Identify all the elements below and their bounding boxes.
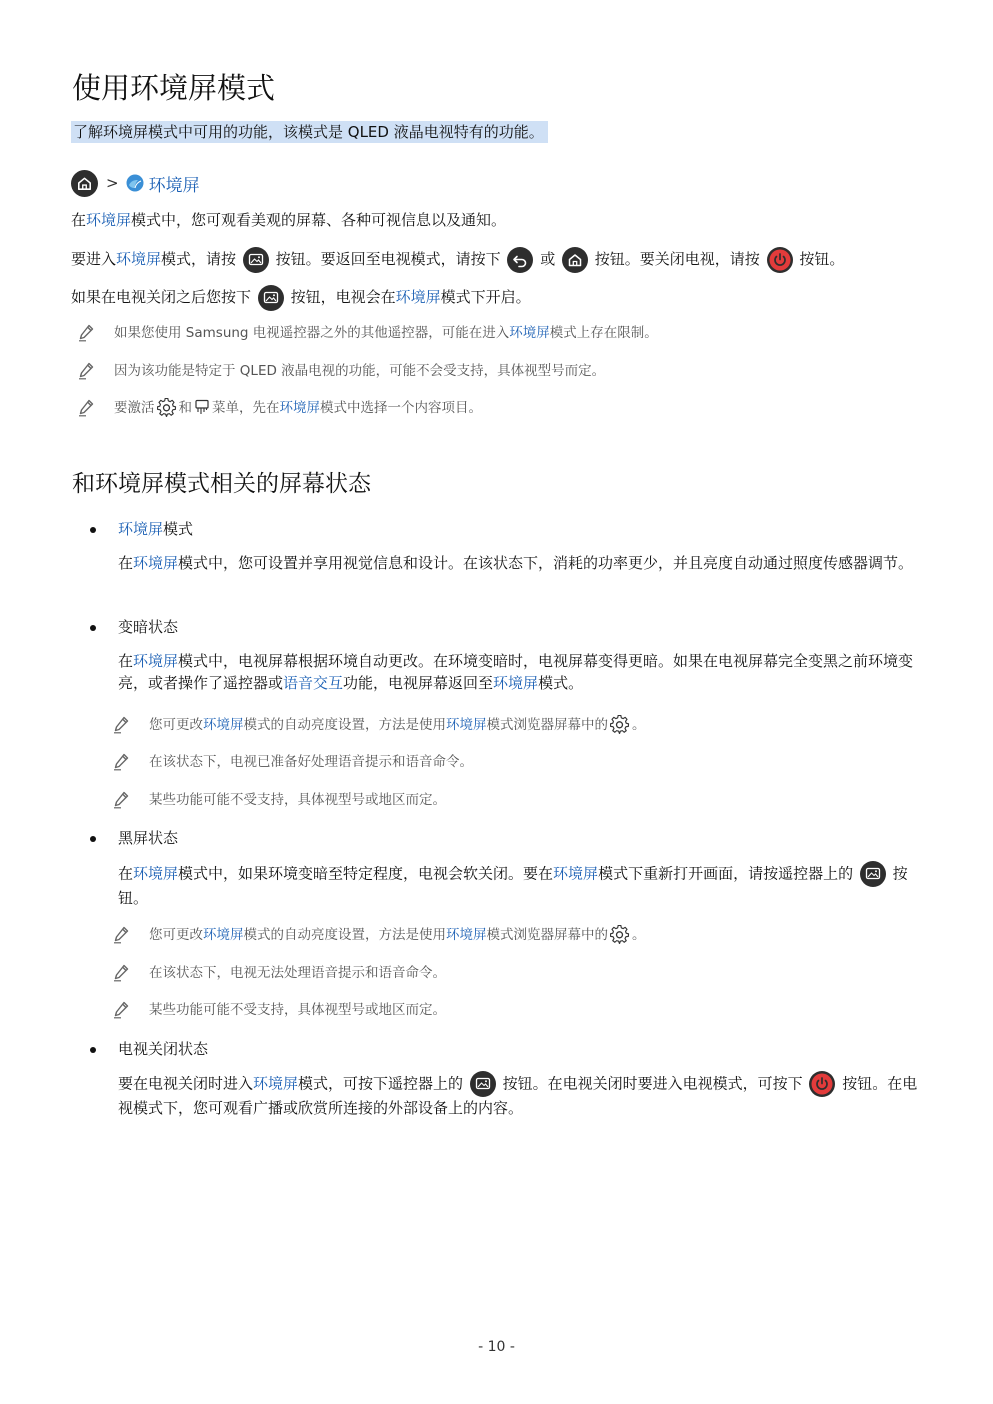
black-note-voice [149,962,446,984]
pencil-icon [113,716,129,734]
pencil-icon [113,753,129,771]
page-subtitle: 了解环境屏模式中可用的功能，该模式是 QLED 液晶电视特有的功能。 [71,121,548,143]
text: 模式浏览器屏幕中的 [486,927,608,943]
text: 模式中，电视屏幕根据环境自动更改。在环境变暗时，电视屏幕变得更暗。如果在电视屏幕完全变黑之前环境变亮，或者操作了遥控器或 [118,652,914,692]
pencil-icon [78,362,94,380]
text: 在 [118,864,134,883]
dimmed-note-support [149,789,446,811]
ambient-term: 环境屏 [203,717,244,733]
text: 模式浏览器屏幕中的 [486,717,608,733]
text: 模式，请按 [161,250,237,268]
text: 按钮。要返回至电视模式，请按下 [275,250,501,268]
bullet-dot [90,1047,96,1053]
text: 在 [118,652,134,670]
text: 如果在电视关闭之后您按下 [71,288,252,306]
intro-line-2 [71,246,844,273]
ambient-info-icon [194,399,210,417]
gear-icon [610,925,630,945]
bullet-dot [90,527,96,533]
breadcrumb [71,169,200,197]
text: 按钮。在电视关闭时要进入电视模式，可按下 [502,1074,803,1093]
ambient-button-icon [258,285,284,311]
ambient-term: 环境屏 [133,554,179,572]
bullet-dot [90,836,96,842]
ambient-term: 环境屏 [133,652,179,670]
text: 模式中，您可设置并享用视觉信息和设计。在该状态下，消耗的功率更少，并且亮度自动通过照度传感器调节。 [178,554,914,572]
text: 如果您使用 Samsung 电视遥控器之外的其他遥控器，可能在进入 [114,325,510,341]
home-icon [71,170,98,197]
text: 模式 [163,520,194,538]
text: 模式中，您可观看美观的屏幕、各种可视信息以及通知。 [131,211,507,229]
black-note-support [149,999,446,1021]
dimmed-note-brightness [149,714,646,736]
text: 模式。 [538,674,584,692]
text: 要在电视关闭时进入 [118,1074,254,1093]
pencil-icon [78,399,94,417]
text: 要激活 [114,400,155,416]
gear-icon [610,715,630,735]
ambient-icon [126,174,144,192]
text: 模式上存在限制。 [549,325,658,341]
ambient-term: 环境屏 [446,717,487,733]
state-label: 变暗状态 [118,618,179,636]
page-title: 使用环境屏模式 [72,71,276,105]
ambient-term: 环境屏 [395,288,441,306]
text: 模式中选择一个内容项目。 [320,400,482,416]
ambient-term: 环境屏 [493,674,539,692]
text: 您可更改 [149,717,203,733]
state-black-screen-description [118,861,920,909]
text: 模式中，如果环境变暗至特定程度，电视会软关闭。要在 [178,864,554,883]
text: 在该状态下，电视已准备好处理语音提示和语音命令。 [149,754,473,770]
ambient-term: 环境屏 [116,250,162,268]
state-ambient-mode-description [118,552,920,574]
gear-icon [157,398,177,418]
ambient-term: 环境屏 [133,864,179,883]
text: 在该状态下，电视无法处理语音提示和语音命令。 [149,965,446,981]
text: 在 [71,211,87,229]
text: 按钮。要关闭电视，请按 [594,250,760,268]
note-qled-only [114,360,605,382]
text: 按钮。在电视模式下，您可观看广播或欣赏所连接的外部设备上的内容。 [118,1074,918,1117]
intro-line-1 [71,207,506,233]
text: 模式的自动亮度设置，方法是使用 [243,717,446,733]
text: 要进入 [71,250,117,268]
note-remote-limit [114,322,658,344]
text: 功能，电视屏幕返回至 [343,674,494,692]
text: 按钮，电视会在 [290,288,396,306]
ambient-term: 环境屏 [118,520,164,538]
note-activate-menus [114,397,482,419]
breadcrumb-ambient-label: 环境屏 [148,175,200,196]
text: 。 [632,717,646,733]
text: 您可更改 [149,927,203,943]
pencil-icon [78,324,94,342]
text: 某些功能可能不受支持，具体视型号或地区而定。 [149,792,446,808]
ambient-term: 环境屏 [553,864,599,883]
intro-line-3 [71,284,531,311]
text: 模式，可按下遥控器上的 [298,1074,464,1093]
ambient-term: 环境屏 [86,211,132,229]
dimmed-note-voice [149,751,473,773]
text: 。 [632,927,646,943]
pencil-icon [113,1001,129,1019]
pencil-icon [113,791,129,809]
page-number: - 10 - [478,1339,515,1355]
breadcrumb-separator: > [106,174,119,192]
text: 模式的自动亮度设置，方法是使用 [243,927,446,943]
power-icon [767,247,793,273]
ambient-term: 环境屏 [446,927,487,943]
state-dimmed-description [118,650,920,694]
text: 某些功能可能不受支持，具体视型号或地区而定。 [149,1002,446,1018]
ambient-term: 环境屏 [253,1074,299,1093]
home-icon [562,247,588,273]
ambient-term: 环境屏 [279,400,320,416]
pencil-icon [113,964,129,982]
text: 按钮。 [118,864,908,907]
ambient-term: 环境屏 [203,927,244,943]
text: 按钮。 [799,250,845,268]
text: 模式下重新打开画面，请按遥控器上的 [598,864,854,883]
back-icon [507,247,533,273]
ambient-button-icon [860,861,886,887]
state-label: 黑屏状态 [118,829,179,847]
state-tv-off-description [118,1071,920,1119]
section-title-screen-states: 和环境屏模式相关的屏幕状态 [72,471,371,497]
text: 和 [178,400,192,416]
state-label: 电视关闭状态 [118,1040,209,1058]
ambient-term: 环境屏 [509,325,550,341]
text: 或 [540,250,556,268]
text: 因为该功能是特定于 QLED 液晶电视的功能，可能不会受支持，具体视型号而定。 [114,363,606,379]
ambient-button-icon [470,1071,496,1097]
pencil-icon [113,926,129,944]
bullet-dot [90,625,96,631]
text: 菜单，先在 [212,400,280,416]
power-icon [809,1071,835,1097]
black-note-brightness [149,924,646,946]
text: 在 [118,554,134,572]
text: 模式下开启。 [440,288,531,306]
voice-interaction-term: 语音交互 [283,674,344,692]
ambient-button-icon [243,247,269,273]
